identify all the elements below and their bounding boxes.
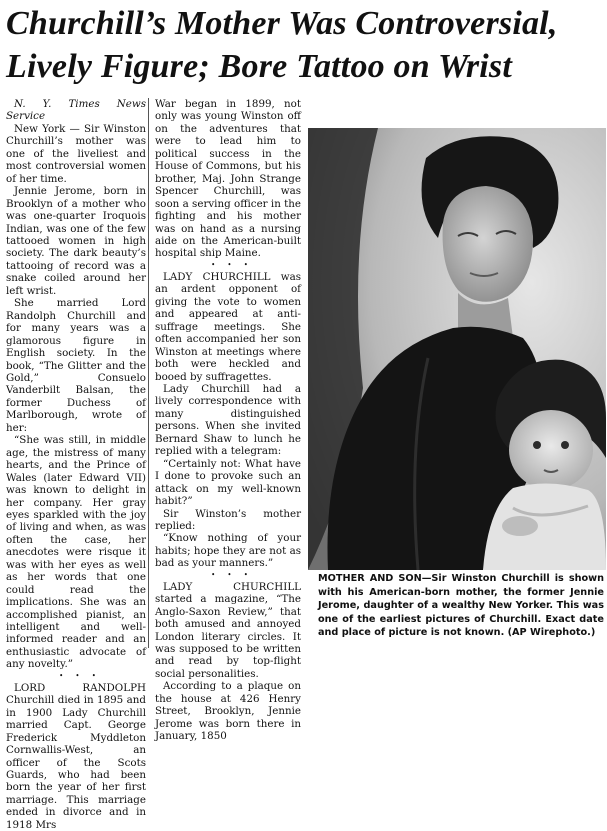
paragraph: New York — Sir Winston Churchill’s mother was one of the liveliest and most controversial women of her time. — [6, 122, 146, 185]
section-bullets: • • • — [211, 260, 253, 269]
paragraph: Jennie Jerome, born in Brooklyn of a mother who was one-quarter Iroquois Indian, was one of the few tattooed women in high society. The dark beauty’s tattooing of record was a snake coiled around her left wrist. — [6, 185, 146, 297]
paragraph: Sir Winston’s mother replied: — [155, 507, 301, 532]
paragraph: “She was still, in middle age, the mistress of many hearts, and the Prince of Wales (later Edward VII) was known to delight in her company. Her gray eyes sparkled with the joy of living and when, as was often the case, her anecdotes were risque it was with her eyes as well as her words that one could read the implications. She was an accomplished pianist, an intelligent and well-informed reader and an enthusiastic advocate of any novelty.” — [6, 434, 146, 671]
column-divider — [148, 98, 149, 648]
photo-caption: MOTHER AND SON—Sir Winston Churchill is shown with his American-born mother, the former Jennie Jerome, daughter of a wealthy New Yorker. This was one of the earliest pictures of Churchill. Exact date and place of picture is not known. (AP Wirephoto.) — [318, 573, 604, 639]
paragraph: LADY CHURCHILL was an ardent opponent of giving the vote to women and appeared at anti-suffrage meetings. She often accompanied her son Winston at meetings where both were heckled and booed by suffragettes. — [155, 270, 301, 383]
byline: N. Y. Times News Service — [6, 98, 146, 123]
headline — [6, 2, 604, 88]
paragraph: Lady Churchill had a lively correspondence with many distinguished persons. When she invited Bernard Shaw to lunch he replied with a telegram: — [155, 382, 301, 458]
paragraph: “Certainly not: What have I done to provoke such an attack on my well-known habit?” — [155, 457, 301, 508]
paragraph: War began in 1899, not only was young Winston off on the adventures that were to lead him to political success in the House of Commons, but his brother, Maj. John Strange Spencer Churchill, was soon a serving officer in the fighting and his mother was on hand as a nursing aide on the American-built hospital ship Maine. — [155, 98, 301, 260]
paragraph: LORD RANDOLPH Churchill died in 1895 and in 1900 Lady Churchill married Capt. George Frederick Myddleton Cornwallis-West, an officer of the Scots Guards, who had been born the year of her first marriage. This marriage ended in divorce and in 1918 Mrs — [6, 681, 146, 831]
headline-line-2: Lively Figure; Bore Tattoo on Wrist — [6, 48, 513, 85]
headline-line-1: Churchill’s Mother Was Controversial, — [6, 5, 558, 42]
paragraph: She married Lord Randolph Churchill and for many years was a glamorous figure in English society. In the book, “The Glitter and the Gold,” Consuelo Vanderbilt Balsan, the former Duchess of Marlborough, wrote of her: — [6, 297, 146, 434]
paragraph: LADY CHURCHILL started a magazine, “The Anglo-Saxon Review,” that both amused and annoyed London literary circles. It was supposed to be written and read by top-flight social personalities. — [155, 580, 301, 680]
article-column-1 — [6, 98, 146, 831]
paragraph: “Know nothing of your habits; hope they are not as bad as your manners.” — [155, 532, 301, 570]
photo-mother-and-son — [308, 128, 606, 570]
article-column-2 — [155, 98, 301, 743]
section-bullets: • • • — [59, 671, 101, 680]
section-bullets: • • • — [211, 570, 253, 579]
paragraph: According to a plaque on the house at 426 Henry Street, Brooklyn, Jennie Jerome was born there in January, 1850 — [155, 680, 301, 743]
